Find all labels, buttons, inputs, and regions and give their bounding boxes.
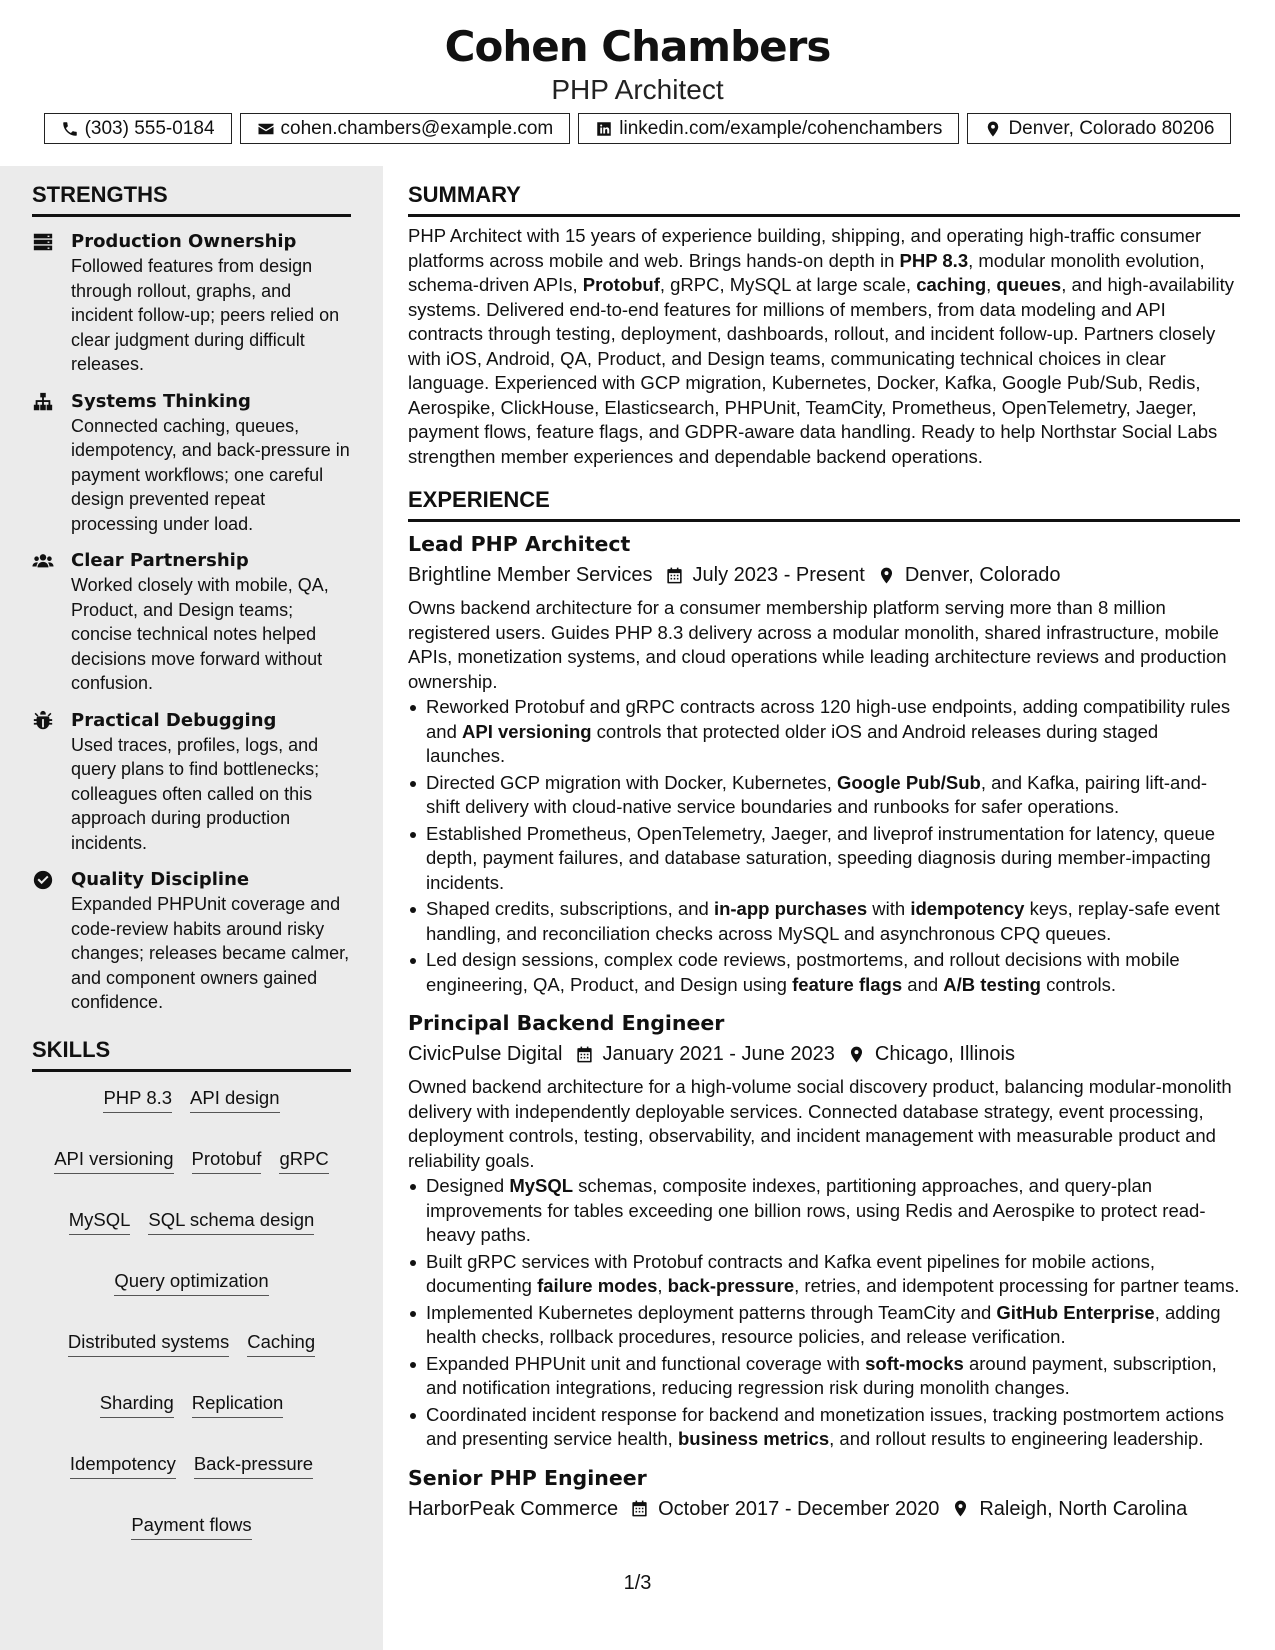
job-dates: October 2017 - December 2020	[658, 1497, 940, 1520]
strength-desc: Followed features from design through rollout, graphs, and incident follow-up; peers relied on clear judgment during difficult releases.	[71, 256, 340, 374]
server-icon	[32, 231, 54, 253]
job-location: Chicago, Illinois	[874, 1043, 1015, 1065]
map-marker-icon	[951, 1499, 970, 1518]
calendar-icon	[575, 1045, 594, 1064]
linkedin-icon	[595, 120, 613, 138]
skill-tag: Query optimization	[114, 1269, 268, 1296]
skill-tag: gRPC	[279, 1147, 328, 1174]
skill-tag: Back-pressure	[194, 1452, 313, 1479]
strength-desc: Worked closely with mobile, QA, Product, and Design teams; concise technical notes helped decisions move forward without confusion.	[71, 575, 329, 693]
resume-header	[0, 0, 1275, 166]
skill-tag: API design	[190, 1086, 279, 1113]
sidebar	[0, 166, 383, 1650]
strength-item	[32, 389, 351, 537]
skill-tag: Sharding	[100, 1391, 174, 1418]
page-number: 1/3	[623, 1572, 652, 1594]
job-company: HarborPeak Commerce	[408, 1497, 619, 1520]
strengths-heading: STRENGTHS	[32, 182, 351, 217]
contact-location-text: Denver, Colorado 80206	[1008, 117, 1215, 139]
strengths-list	[32, 229, 351, 1015]
contact-location	[967, 113, 1231, 144]
job-meta	[408, 1039, 1240, 1069]
strength-item	[32, 229, 351, 377]
map-marker-icon	[984, 120, 1002, 138]
strength-title: Systems Thinking	[71, 390, 251, 412]
bug-icon	[32, 710, 54, 732]
strength-item	[32, 548, 351, 696]
job-dates: January 2021 - June 2023	[602, 1043, 835, 1065]
job-bullet: Directed GCP migration with Docker, Kubernetes, Google Pub/Sub, and Kafka, pairing lift-and-shift delivery with cloud-native service boundaries and runbooks for safer operations.	[408, 771, 1240, 820]
summary-text: PHP Architect with 15 years of experience building, shipping, and operating high-traffic consumer platforms across mobile and web. Brings hands-on depth in PHP 8.3, modular monolith evolution, schema-driven APIs, Protobuf, gRPC, MySQL at large scale, caching, queues, and high-availability systems. Delivered end-to-end features for millions of members, from data modeling and API contracts through testing, deployment, dashboards, rollout, and incident follow-up. Partners closely with iOS, Android, QA, Product, and Design teams, communicating technical choices in clear language. Experienced with GCP migration, Kubernetes, Docker, Kafka, Google Pub/Sub, Redis, Aerospike, ClickHouse, Elasticsearch, PHPUnit, TeamCity, Prometheus, OpenTelemetry, Jaeger, payment flows, feature flags, and GDPR-aware data handling. Ready to help Northstar Social Labs strengthen member experiences and dependable backend operations.	[408, 225, 1234, 467]
contact-phone-text: (303) 555-0184	[84, 117, 215, 139]
strength-item	[32, 867, 351, 1015]
strength-title: Quality Discipline	[71, 869, 250, 890]
skill-tag: PHP 8.3	[103, 1086, 172, 1113]
job-bullet: Reworked Protobuf and gRPC contracts across 120 high-use endpoints, adding compatibility rules and API versioning controls that protected older iOS and Android releases during staged launches.	[408, 695, 1240, 769]
contact-email-text: cohen.chambers@example.com	[280, 117, 554, 139]
users-icon	[32, 550, 54, 572]
strength-item	[32, 708, 351, 856]
skills-list	[32, 1086, 351, 1540]
skill-tag: API versioning	[54, 1147, 173, 1174]
candidate-name: Cohen Chambers	[444, 22, 831, 71]
job-bullet: Established Prometheus, OpenTelemetry, Jaeger, and liveprof instrumentation for latency, queue depth, payment failures, and database saturation, speeding diagnosis during member-impacting incidents.	[408, 822, 1240, 896]
job-entry	[408, 1009, 1240, 1452]
job-company: CivicPulse Digital	[408, 1043, 563, 1065]
job-description: Owns backend architecture for a consumer membership platform serving more than 8 million registered users. Guides PHP 8.3 delivery across a modular monolith, shared infrastructure, mobile APIs, monetization systems, and cloud operations while leading architecture reviews and production ownership.	[408, 597, 1227, 692]
sitemap-icon	[32, 391, 54, 413]
skill-tag: Caching	[247, 1330, 315, 1357]
job-bullet: Coordinated incident response for backend and monetization issues, tracking postmortem actions and presenting service health, business metrics, and rollout results to engineering leadership.	[408, 1403, 1240, 1452]
phone-icon	[61, 120, 79, 138]
job-bullets	[408, 695, 1240, 997]
job-meta	[408, 1494, 1240, 1524]
job-company: Brightline Member Services	[408, 564, 653, 586]
job-entry	[408, 1464, 1240, 1524]
job-role: Principal Backend Engineer	[408, 1011, 725, 1035]
skill-tag: Idempotency	[70, 1452, 176, 1479]
skill-tag: Payment flows	[131, 1513, 251, 1540]
strength-desc: Used traces, profiles, logs, and query plans to find bottlenecks; colleagues often called on this approach during production incidents.	[71, 734, 320, 853]
map-marker-icon	[847, 1045, 866, 1064]
skill-tag: Replication	[192, 1391, 284, 1418]
skill-tag: MySQL	[69, 1208, 131, 1235]
contact-linkedin[interactable]	[578, 113, 959, 144]
skill-tag: SQL schema design	[148, 1208, 314, 1235]
job-location: Raleigh, North Carolina	[979, 1497, 1188, 1520]
envelope-icon	[257, 120, 275, 138]
job-bullets	[408, 1174, 1240, 1452]
strength-title: Practical Debugging	[71, 709, 277, 731]
job-bullet: Led design sessions, complex code reviews, postmortems, and rollout decisions with mobile engineering, QA, Product, and Design using feature flags and A/B testing controls.	[408, 948, 1240, 997]
strength-desc: Expanded PHPUnit coverage and code-review habits around risky changes; releases became calmer, and component owners gained confidence.	[71, 894, 350, 1012]
job-meta	[408, 560, 1240, 590]
skills-heading: SKILLS	[32, 1037, 351, 1072]
main-content	[383, 166, 1275, 1650]
job-bullet: Implemented Kubernetes deployment patterns through TeamCity and GitHub Enterprise, adding health checks, rollback procedures, resource policies, and release verification.	[408, 1301, 1240, 1350]
job-bullet: Built gRPC services with Protobuf contracts and Kafka event pipelines for mobile actions, documenting failure modes, back-pressure, retries, and idempotent processing for partner teams.	[408, 1250, 1240, 1299]
experience-heading: EXPERIENCE	[408, 487, 1240, 522]
strength-desc: Connected caching, queues, idempotency, and back-pressure in payment workflows; one careful design prevented repeat processing under load.	[71, 415, 350, 534]
job-dates: July 2023 - Present	[692, 564, 865, 586]
candidate-title: PHP Architect	[551, 74, 724, 105]
job-bullet: Expanded PHPUnit unit and functional coverage with soft-mocks around payment, subscription, and notification integrations, reducing regression risk during monolith changes.	[408, 1352, 1240, 1401]
skill-tag: Distributed systems	[68, 1330, 229, 1357]
contact-bar	[0, 113, 1275, 144]
job-role: Lead PHP Architect	[408, 532, 631, 556]
calendar-icon	[665, 566, 684, 585]
calendar-icon	[630, 1499, 649, 1518]
map-marker-icon	[877, 566, 896, 585]
contact-email[interactable]	[240, 113, 571, 144]
job-role: Senior PHP Engineer	[408, 1465, 647, 1490]
job-location: Denver, Colorado	[904, 564, 1061, 586]
strength-title: Clear Partnership	[71, 550, 249, 571]
contact-linkedin-text: linkedin.com/example/cohenchambers	[619, 117, 943, 139]
job-description: Owned backend architecture for a high-volume social discovery product, balancing modular-monolith delivery with independently deployable services. Connected database strategy, event processing, deployment controls, testing, observability, and incident management with measurable product and reliability goals.	[408, 1076, 1232, 1171]
contact-phone[interactable]	[44, 113, 232, 144]
check-circle-icon	[32, 869, 54, 891]
summary-heading: SUMMARY	[408, 182, 1240, 217]
skill-tag: Protobuf	[192, 1147, 262, 1174]
job-bullet: Shaped credits, subscriptions, and in-app purchases with idempotency keys, replay-safe event handling, and reconciliation checks across MySQL and asynchronous CPQ queues.	[408, 897, 1240, 946]
job-entry	[408, 530, 1240, 997]
strength-title: Production Ownership	[71, 231, 297, 252]
job-bullet: Designed MySQL schemas, composite indexes, partitioning approaches, and query-plan improvements for tables exceeding one billion rows, using Redis and Aerospike to protect read-heavy paths.	[408, 1174, 1240, 1248]
